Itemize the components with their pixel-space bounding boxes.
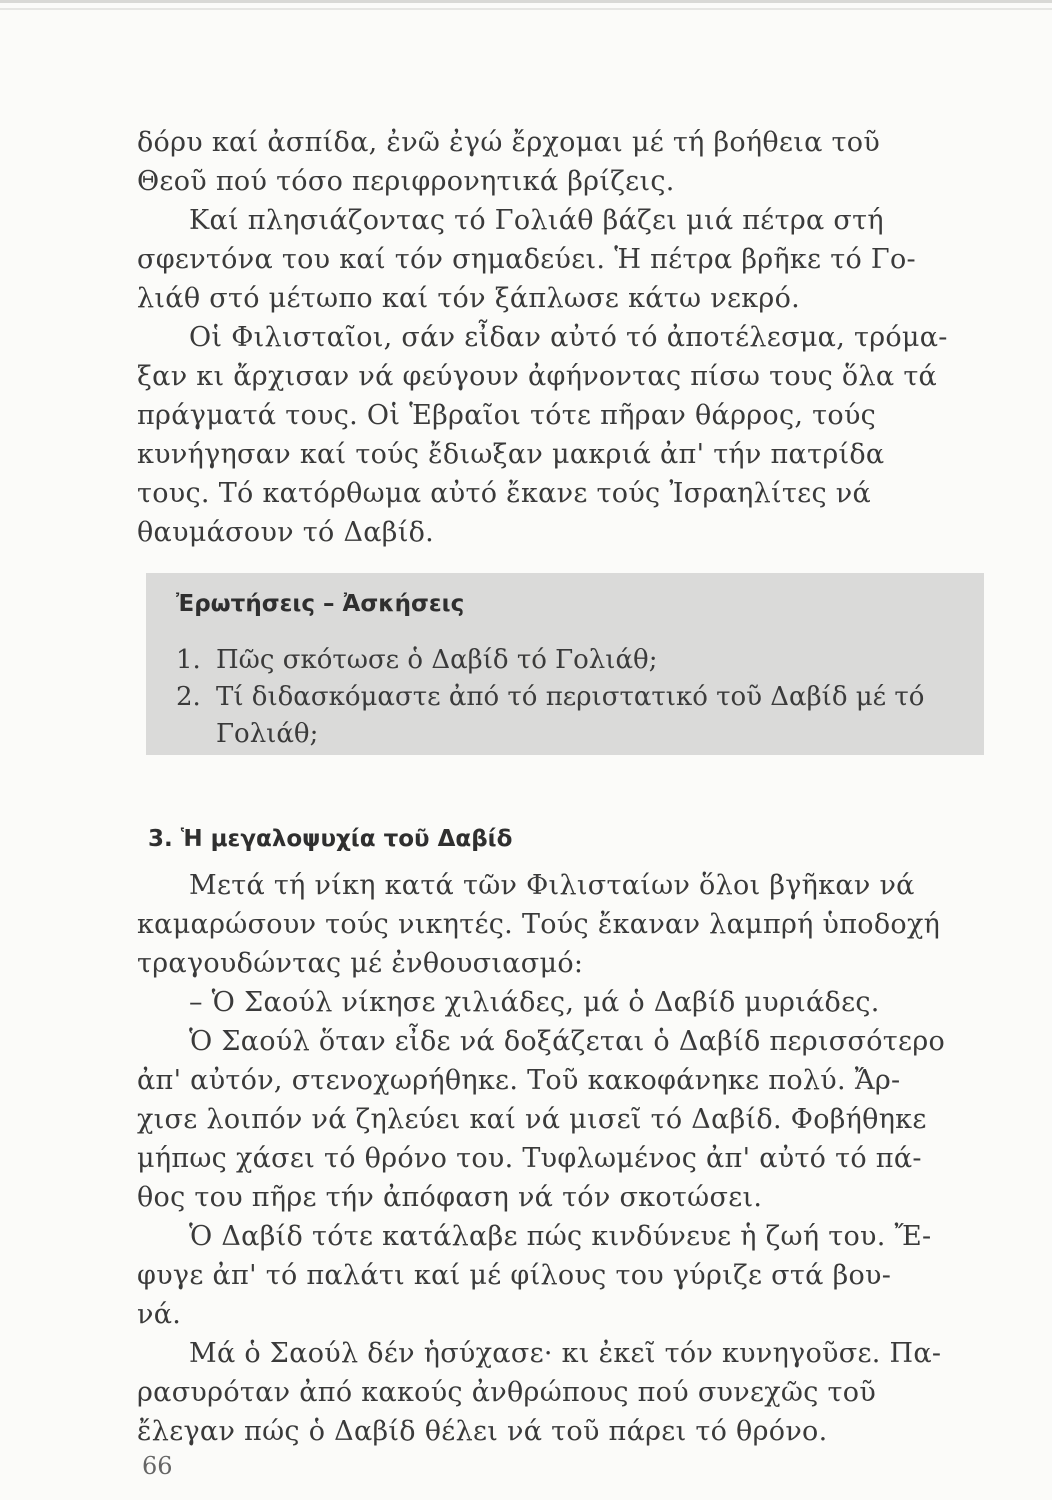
question-number: 1. [176,645,201,675]
text-line: Ὁ Δαβίδ τότε κατάλαβε πώς κινδύνευε ἡ ζωή του. Ἔ- [189,1221,932,1252]
text-line: Καί πλησιάζοντας τό Γολιάθ βάζει μιά πέτρα στή [189,205,884,236]
page-top-edge-shadow [0,8,1052,10]
text-line: νά. [137,1299,182,1330]
question-item [176,642,924,679]
section-heading: 3. Ἡ μεγαλοψυχία τοῦ Δαβίδ [148,826,513,852]
text-line: πράγματά τους. Οἱ Ἑβραῖοι τότε πῆραν θάρρος, τούς [137,400,877,431]
text-line: σφεντόνα του καί τόν σημαδεύει. Ἡ πέτρα βρῆκε τό Γο- [137,244,916,275]
question-number: 2. [176,682,201,712]
paragraph-david-magnanimity [137,866,965,1451]
paragraph-goliath-defeat [137,123,965,552]
text-line: – Ὁ Σαούλ νίκησε χιλιάδες, μά ὁ Δαβίδ μυριάδες. [189,987,880,1018]
text-line: θος του πῆρε τήν ἀπόφαση νά τόν σκοτώσει. [137,1182,763,1213]
page-top-edge [0,0,1052,3]
question-text: Τί διδασκόμαστε ἀπό τό περιστατικό τοῦ Δαβίδ μέ τό [216,682,925,712]
text-line: Θεοῦ πού τόσο περιφρονητικά βρίζεις. [137,166,675,197]
text-line: μήπως χάσει τό θρόνο του. Τυφλωμένος ἀπ' αὐτό τό πά- [137,1143,922,1174]
question-text: Πῶς σκότωσε ὁ Δαβίδ τό Γολιάθ; [216,645,658,675]
text-line: Μετά τή νίκη κατά τῶν Φιλισταίων ὅλοι βγῆκαν νά [189,870,915,901]
text-line: ἔλεγαν πώς ὁ Δαβίδ θέλει νά τοῦ πάρει τό θρόνο. [137,1416,828,1447]
text-line: θαυμάσουν τό Δαβίδ. [137,517,435,548]
text-line: Μά ὁ Σαούλ δέν ἡσύχασε· κι ἐκεῖ τόν κυνηγοῦσε. Πα- [189,1338,942,1369]
text-line: φυγε ἀπ' τό παλάτι καί μέ φίλους του γύριζε στά βου- [137,1260,892,1291]
questions-exercises-box [146,573,984,755]
text-line: ρασυρόταν ἀπό κακούς ἀνθρώπους πού συνεχῶς τοῦ [137,1377,877,1408]
text-line: τραγουδώντας μέ ἐνθουσιασμό: [137,948,584,979]
questions-list [176,642,924,753]
text-line: τους. Τό κατόρθωμα αὐτό ἔκανε τούς Ἰσραηλίτες νά [137,478,872,509]
question-text-continuation: Γολιάθ; [216,719,319,749]
text-line: Ὁ Σαούλ ὅταν εἶδε νά δοξάζεται ὁ Δαβίδ περισσότερο [189,1026,946,1057]
text-line: λιάθ στό μέτωπο καί τόν ξάπλωσε κάτω νεκρό. [137,283,801,314]
text-line: κυνήγησαν καί τούς ἔδιωξαν μακριά ἀπ' τήν πατρίδα [137,439,885,470]
question-item [176,679,924,716]
text-line: καμαρώσουν τούς νικητές. Τούς ἔκαναν λαμπρή ὑποδοχή [137,909,941,940]
text-line: Οἱ Φιλισταῖοι, σάν εἶδαν αὐτό τό ἀποτέλεσμα, τρόμα- [189,322,948,353]
text-line: χισε λοιπόν νά ζηλεύει καί νά μισεῖ τό Δαβίδ. Φοβήθηκε [137,1104,927,1135]
text-line: ἀπ' αὐτόν, στενοχωρήθηκε. Τοῦ κακοφάνηκε πολύ. Ἄρ- [137,1065,901,1096]
text-line: ξαν κι ἄρχισαν νά φεύγουν ἀφήνοντας πίσω τους ὅλα τά [137,361,938,392]
page-number: 66 [142,1452,173,1480]
questions-heading: Ἐρωτήσεις – Ἀσκήσεις [176,591,465,617]
text-line: δόρυ καί ἀσπίδα, ἐνῶ ἐγώ ἔρχομαι μέ τή βοήθεια τοῦ [137,127,881,158]
